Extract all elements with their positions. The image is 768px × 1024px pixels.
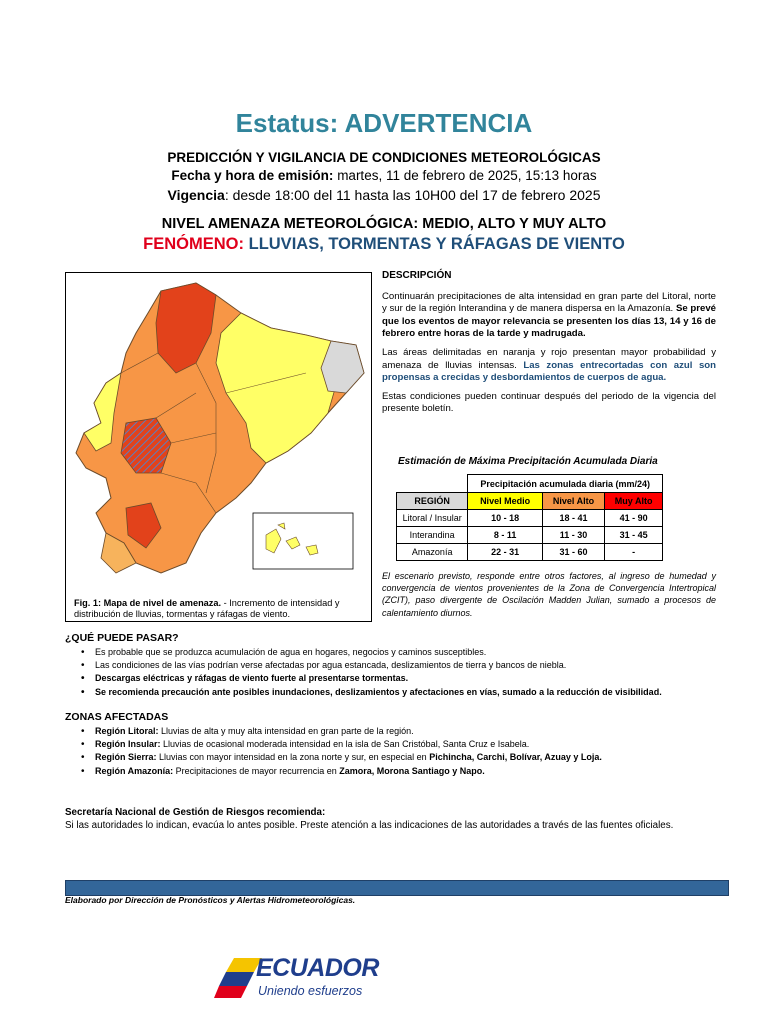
zona-text: Lluvias de alta y muy alta intensidad en gran parte de la región. xyxy=(158,726,414,736)
list-item xyxy=(95,738,725,751)
zona-bold-tail: Pichincha, Carchi, Bolívar, Azuay y Loja. xyxy=(429,752,602,763)
zona-text: Lluvias de ocasional moderada intensidad en la isla de San Cristóbal, Santa Cruz e Isabela. xyxy=(160,739,530,750)
bulletin-title: PREDICCIÓN Y VIGILANCIA DE CONDICIONES METEOROLÓGICAS xyxy=(167,150,601,165)
zona-label: Región Amazonía: xyxy=(95,765,174,776)
validity-label: Vigencia xyxy=(167,187,225,203)
table-row xyxy=(397,527,663,544)
zonas-heading: ZONAS AFECTADAS xyxy=(65,711,169,723)
emission-line xyxy=(0,168,768,183)
que-puede-pasar-list xyxy=(65,646,725,699)
table-header-row xyxy=(397,493,663,510)
cell-muy: - xyxy=(605,544,663,561)
description-p2 xyxy=(382,347,716,385)
list-item: • Se recomienda precaución ante posibles inundaciones, deslizamientos y afectaciones en vías, sumado a la reducción de visibilidad. xyxy=(95,686,725,699)
description-p1-bold: Se prevé que los eventos de mayor relevancia se presenten los días 13, 14 y 16 de febrero entre horas de la tarde y madrugada. xyxy=(382,303,716,340)
rain-table-title: Estimación de Máxima Precipitación Acumulada Diaria xyxy=(398,456,658,467)
col-region: REGIÓN xyxy=(397,493,468,510)
list-item: • Es probable que se produzca acumulación de agua en hogares, negocios y caminos susceptibles. xyxy=(95,646,725,659)
list-item: • Descargas eléctricas y ráfagas de viento fuerte al presentarse tormentas. xyxy=(95,672,725,685)
map-caption-bold: Fig. 1: Mapa de nivel de amenaza. xyxy=(74,598,222,608)
phenomenon-line xyxy=(0,235,768,254)
emission-value: martes, 11 de febrero de 2025, 15:13 horas xyxy=(337,168,597,183)
logo-word: ECUADOR xyxy=(256,954,379,982)
cell-region: Amazonía xyxy=(397,544,468,561)
zonas-afectadas-section xyxy=(65,711,725,778)
cell-medio: 22 - 31 xyxy=(468,544,542,561)
recommendation-section xyxy=(65,806,725,832)
description-p1-text: Continuarán precipitaciones de alta intensidad en gran parte del Litoral, norte y sur de la región Interandina y de manera dispersa en la Amazonía. xyxy=(382,290,716,315)
table-top-header: Precipitación acumulada diaria (mm/24) xyxy=(468,475,663,493)
zona-bold-tail: Zamora, Morona Santiago y Napo. xyxy=(339,765,485,776)
table-row xyxy=(397,544,663,561)
table-row xyxy=(397,510,663,527)
recommendation-title: Secretaría Nacional de Gestión de Riesgos recomienda: xyxy=(65,807,326,818)
map-caption-text: - Incremento de intensidad y distribución de lluvias, tormentas y ráfagas de viento. xyxy=(74,598,340,619)
scenario-text: El escenario previsto, responde entre otros factores, al ingreso de humedad y convergencia de vientos provenientes de la Zona de Convergencia Intertropical (ZCIT), paso divergente de Oscilación Madden Julian, sumado a procesos de calentamiento diurnos. xyxy=(382,571,716,618)
cell-medio: 10 - 18 xyxy=(468,510,542,527)
que-puede-pasar-heading: ¿QUÉ PUEDE PASAR? xyxy=(65,632,179,644)
status-value: ADVERTENCIA xyxy=(344,108,533,138)
map-caption xyxy=(74,598,366,620)
list-item xyxy=(95,725,725,738)
col-medio: Nivel Medio xyxy=(468,493,542,510)
threat-map xyxy=(66,273,371,599)
description-p3: Estas condiciones pueden continuar después del periodo de la vigencia del presente boletín. xyxy=(382,390,716,415)
ecuador-logo xyxy=(214,952,384,1008)
zona-label: Región Litoral: xyxy=(95,726,159,736)
zona-text: Precipitaciones de mayor recurrencia en xyxy=(173,765,340,776)
zona-label: Región Insular: xyxy=(95,739,161,750)
que-puede-pasar-section xyxy=(65,632,725,699)
zona-label: Región Sierra: xyxy=(95,752,157,763)
status-label: Estatus: xyxy=(235,108,339,138)
description-heading: DESCRIPCIÓN xyxy=(382,270,452,281)
zonas-list xyxy=(65,725,725,778)
list-item xyxy=(95,751,725,764)
description-p2-blue: Las zonas entrecortadas con azul son propensas a crecidas y desbordamientos de cuerpos de agua. xyxy=(382,359,716,384)
cell-region: Interandina xyxy=(397,527,468,544)
rain-table xyxy=(396,474,663,561)
footer-credit: Elaborado por Dirección de Pronósticos y Alertas Hidrometeorológicas. xyxy=(65,895,356,905)
validity-value: : desde 18:00 del 11 hasta las 10H00 del 17 de febrero 2025 xyxy=(224,187,601,203)
cell-alto: 11 - 30 xyxy=(542,527,604,544)
logo-tagline: Uniendo esfuerzos xyxy=(258,984,363,998)
cell-medio: 8 - 11 xyxy=(468,527,542,544)
cell-region: Litoral / Insular xyxy=(397,510,468,527)
description-p1 xyxy=(382,291,716,341)
cell-alto: 18 - 41 xyxy=(542,510,604,527)
validity-line xyxy=(0,187,768,203)
threat-map-figure xyxy=(65,272,372,622)
threat-level: NIVEL AMENAZA METEOROLÓGICA: MEDIO, ALTO Y MUY ALTO xyxy=(161,216,607,232)
zona-text: Lluvias con mayor intensidad en la zona norte y sur, en especial en xyxy=(156,752,430,763)
cell-muy: 31 - 45 xyxy=(605,527,663,544)
list-item xyxy=(95,765,725,778)
emission-label: Fecha y hora de emisión: xyxy=(171,168,334,183)
phenomenon-value: LLUVIAS, TORMENTAS Y RÁFAGAS DE VIENTO xyxy=(248,235,625,253)
cell-alto: 31 - 60 xyxy=(542,544,604,561)
status-title xyxy=(0,108,768,139)
recommendation-text: Si las autoridades lo indican, evacúa lo antes posible. Preste atención a las indicaciones de las autoridades a través de las fuentes oficiales. xyxy=(65,820,674,831)
footer-bar xyxy=(65,880,729,896)
description-section xyxy=(382,270,716,422)
description-p2-text: Las áreas delimitadas en naranja y rojo presentan mayor probabilidad y amenaza de lluvias intensas. xyxy=(382,346,716,371)
col-muy-alto: Muy Alto xyxy=(605,493,663,510)
cell-muy: 41 - 90 xyxy=(605,510,663,527)
phenomenon-label: FENÓMENO: xyxy=(143,235,245,253)
table-blank-cell xyxy=(397,475,468,493)
list-item: • Las condiciones de las vías podrían verse afectadas por agua estancada, deslizamientos de tierra y bancos de niebla. xyxy=(95,659,725,672)
col-alto: Nivel Alto xyxy=(542,493,604,510)
